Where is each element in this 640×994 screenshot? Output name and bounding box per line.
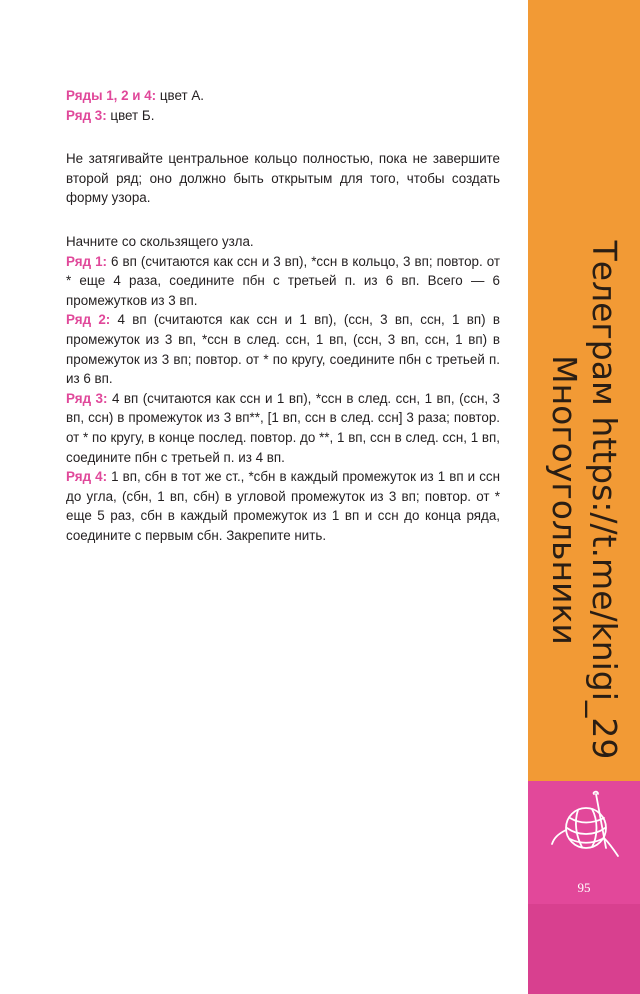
row-text: 4 вп (считаются как ссн и 1 вп), *ссн в след. ссн, 1 вп, (ссн, 3 вп, ссн) в промежуток из 3 вп**, [1 вп, ссн в след. ссн] 3 раза; повтор. от * по кругу, в конце послед. повтор. до **, 1 вп, ссн в след. ссн, 1 вп, соедините пбн с третьей п. из 4 вп. <box>66 390 500 465</box>
row-label: Ряд 1: <box>66 253 107 269</box>
note-paragraph: Не затягивайте центральное кольцо полностью, пока не завершите второй ряд; оно должно быть открытым для того, чтобы создать форму узора. <box>66 151 500 206</box>
row-text: цвет Б. <box>106 107 155 123</box>
start-instruction: Начните со скользящего узла. <box>66 233 254 249</box>
row-label: Ряд 2: <box>66 312 111 328</box>
intro-row-3 <box>66 106 500 126</box>
row-1-paragraph <box>66 252 500 311</box>
row-text: цвет А. <box>156 88 205 103</box>
row-3-paragraph <box>66 389 500 467</box>
row-text: 1 вп, сбн в тот же ст., *сбн в каждый промежуток из 1 вп и ссн до угла, (сбн, 1 вп, сбн) в угловой промежуток из 3 вп; повтор. от * еще 5 раз, сбн в каждый промежуток из 1 вп и ссн до конца ряда, соедините с первым сбн. Закрепите нить. <box>66 469 500 543</box>
row-4-paragraph <box>66 467 500 545</box>
row-2-paragraph <box>66 310 500 388</box>
chapter-tab <box>528 0 640 781</box>
yarn-ball-with-hook-icon <box>548 790 626 860</box>
row-label: Ряд 3: <box>66 390 108 406</box>
footer-band <box>528 904 640 994</box>
telegram-title-line: Телеграм https://t.me/knigi_29 <box>585 240 624 760</box>
row-text: 6 вп (считаются как ссн и 3 вп), *ссн в кольцо, 3 вп; повтор. от * еще 4 раза, соедините пбн с третьей п. из 6 вп. Всего — 6 промежутков из 3 вп. <box>66 253 500 308</box>
page-body <box>66 86 500 545</box>
row-label: Ряд 4: <box>66 469 108 485</box>
page-number: 95 <box>577 880 591 895</box>
row-label: Ряд 3: <box>66 107 107 123</box>
row-text: 4 вп (считаются как ссн и 1 вп), (ссн, 3 вп, ссн, 1 вп) в промежуток из 3 вп, *ссн в след. ссн, 1 вп, (ссн, 3 вп, ссн, 1 вп) в промежуток из 3 вп; повтор. от * по кругу, соедините пбн с третьей п. из 6 вп. <box>66 312 500 387</box>
side-strip <box>528 0 640 994</box>
chapter-name: Многоугольники <box>545 355 584 645</box>
chapter-title <box>544 241 624 760</box>
intro-rows-124 <box>66 86 500 106</box>
row-label: Ряды 1, 2 и 4: <box>66 88 157 103</box>
